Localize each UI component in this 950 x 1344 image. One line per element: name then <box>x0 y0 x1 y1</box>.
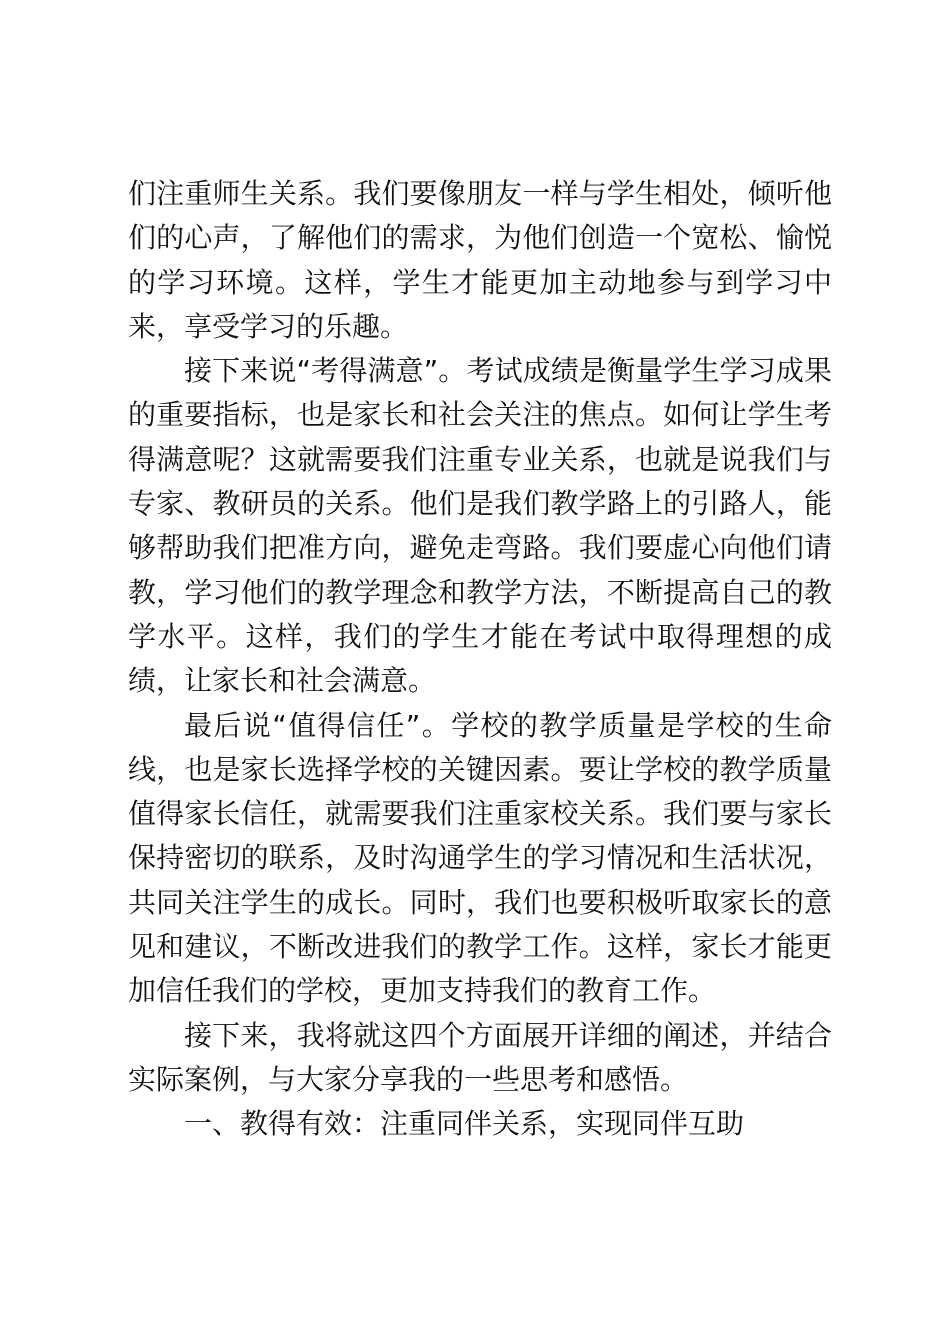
paragraph-exam-satisfaction: 接下来说“考得满意”。考试成绩是衡量学生学习成果的重要指标，也是家长和社会关注的焦点。如何让学生考得满意呢？这就需要我们注重专业关系，也就是说我们与专家、教研员的关系。他们是我们教学路上的引路人，能够帮助我们把准方向，避免走弯路。我们要虚心向他们请教，学习他们的教学理念和教学方法，不断提高自己的教学水平。这样，我们的学生才能在考试中取得理想的成绩，让家长和社会满意。 <box>128 354 832 698</box>
paragraph-next-discussion: 接下来，我将就这四个方面展开详细的阐述，并结合实际案例，与大家分享我的一些思考和感悟。 <box>128 1018 832 1096</box>
document-body <box>128 172 832 1147</box>
paragraph-trust: 最后说“值得信任”。学校的教学质量是学校的生命线，也是家长选择学校的关键因素。要让学校的教学质量值得家长信任，就需要我们注重家校关系。我们要与家长保持密切的联系，及时沟通学生的学习情况和生活状况，共同关注学生的成长。同时，我们也要积极听取家长的意见和建议，不断改进我们的教学工作。这样，家长才能更加信任我们的学校，更加支持我们的教育工作。 <box>128 708 832 1008</box>
section-heading: 一、教得有效：注重同伴关系，实现同伴互助 <box>184 1107 745 1141</box>
paragraph-continuation: 们注重师生关系。我们要像朋友一样与学生相处，倾听他们的心声，了解他们的需求，为他们创造一个宽松、愉悦的学习环境。这样，学生才能更加主动地参与到学习中来，享受学习的乐趣。 <box>128 177 832 343</box>
